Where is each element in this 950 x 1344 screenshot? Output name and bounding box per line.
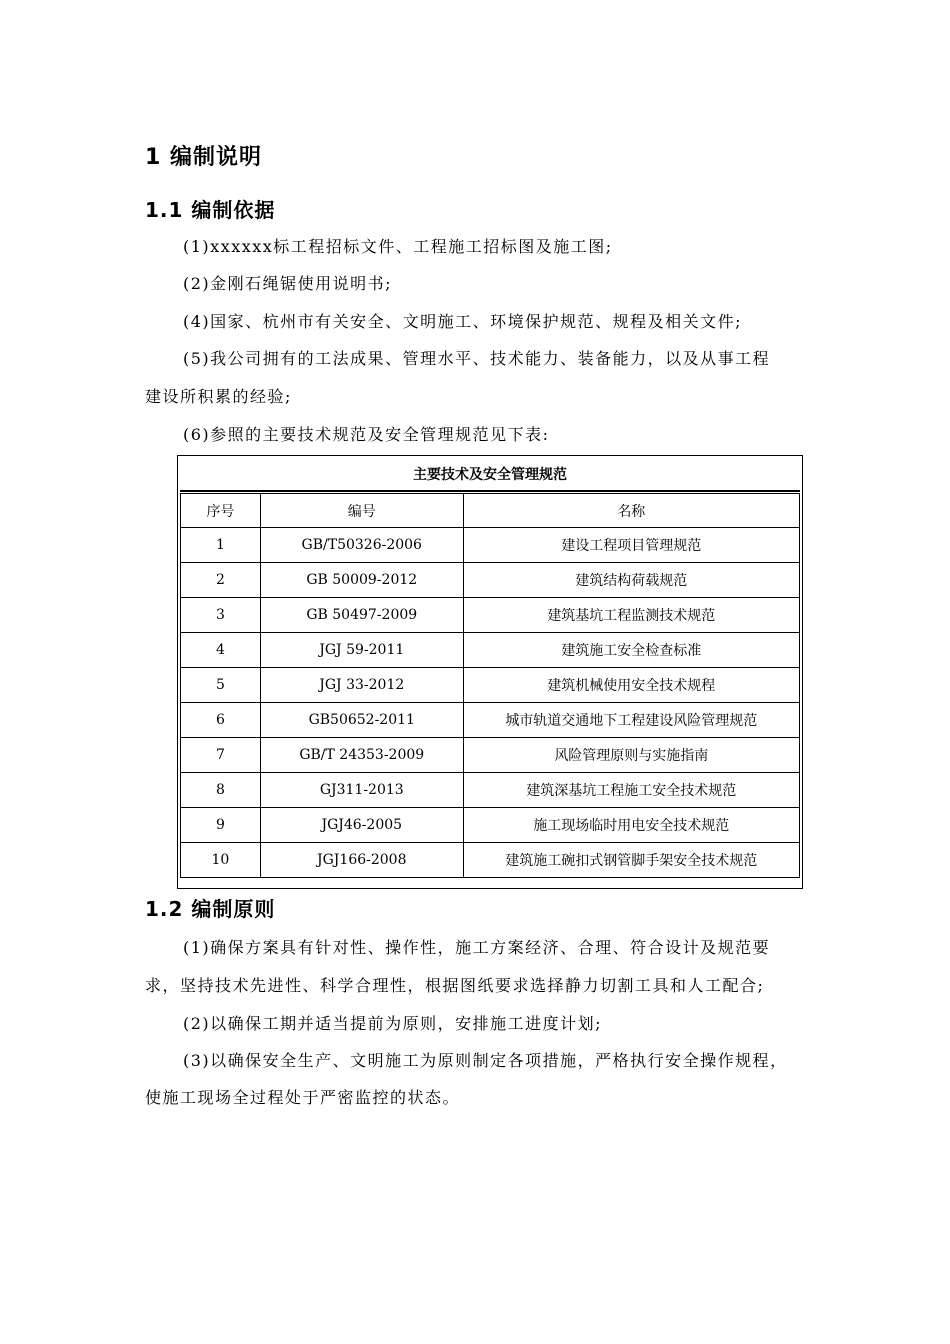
basis-item: (5)我公司拥有的工法成果、管理水平、技术能力、装备能力，以及从事工程 — [183, 349, 771, 368]
cell-code: GB/T 24353-2009 — [260, 738, 463, 773]
table-row — [181, 738, 800, 773]
cell-index: 10 — [181, 843, 261, 878]
table-row — [181, 633, 800, 668]
basis-item-continued: 建设所积累的经验; — [145, 387, 292, 406]
cell-code: GB 50497-2009 — [260, 598, 463, 633]
table-row — [181, 668, 800, 703]
table-row — [181, 563, 800, 598]
principle-item: (1)确保方案具有针对性、操作性，施工方案经济、合理、符合设计及规范要 — [183, 938, 771, 957]
cell-name: 建筑施工碗扣式钢管脚手架安全技术规范 — [463, 843, 799, 878]
principle-item-continued: 使施工现场全过程处于严密监控的状态。 — [145, 1088, 461, 1107]
basis-item: (2)金刚石绳锯使用说明书; — [183, 274, 393, 293]
principle-item: (2)以确保工期并适当提前为原则，安排施工进度计划; — [183, 1014, 603, 1033]
cell-name: 城市轨道交通地下工程建设风险管理规范 — [463, 703, 799, 738]
table-row — [181, 773, 800, 808]
cell-name: 建筑机械使用安全技术规程 — [463, 668, 799, 703]
cell-index: 4 — [181, 633, 261, 668]
table-row — [181, 843, 800, 878]
cell-name: 建筑结构荷载规范 — [463, 563, 799, 598]
cell-index: 6 — [181, 703, 261, 738]
cell-name: 建筑深基坑工程施工安全技术规范 — [463, 773, 799, 808]
section-heading: 1 编制说明 — [145, 145, 262, 170]
cell-index: 8 — [181, 773, 261, 808]
cell-index: 1 — [181, 528, 261, 563]
cell-code: GB/T50326-2006 — [260, 528, 463, 563]
table-row — [181, 598, 800, 633]
cell-name: 建筑基坑工程监测技术规范 — [463, 598, 799, 633]
cell-code: JGJ166-2008 — [260, 843, 463, 878]
cell-name: 施工现场临时用电安全技术规范 — [463, 808, 799, 843]
basis-item: (6)参照的主要技术规范及安全管理规范见下表: — [183, 425, 550, 444]
table-header-row — [181, 494, 800, 528]
header-index: 序号 — [181, 494, 261, 528]
table-row — [181, 528, 800, 563]
table-body — [181, 528, 800, 878]
cell-index: 3 — [181, 598, 261, 633]
cell-index: 9 — [181, 808, 261, 843]
cell-name: 建筑施工安全检查标准 — [463, 633, 799, 668]
cell-code: JGJ 59-2011 — [260, 633, 463, 668]
table-row — [181, 703, 800, 738]
cell-code: JGJ 33-2012 — [260, 668, 463, 703]
header-code: 编号 — [260, 494, 463, 528]
cell-code: GB 50009-2012 — [260, 563, 463, 598]
cell-name: 风险管理原则与实施指南 — [463, 738, 799, 773]
cell-code: GJ311-2013 — [260, 773, 463, 808]
cell-name: 建设工程项目管理规范 — [463, 528, 799, 563]
subsection-heading-principles: 1.2 编制原则 — [145, 897, 276, 921]
subsection-heading-basis: 1.1 编制依据 — [145, 198, 276, 222]
table-row — [181, 808, 800, 843]
basis-item: (1)xxxxxx标工程招标文件、工程施工招标图及施工图; — [183, 237, 613, 256]
cell-index: 2 — [181, 563, 261, 598]
cell-code: JGJ46-2005 — [260, 808, 463, 843]
basis-item: (4)国家、杭州市有关安全、文明施工、环境保护规范、规程及相关文件; — [183, 312, 743, 331]
cell-index: 7 — [181, 738, 261, 773]
cell-index: 5 — [181, 668, 261, 703]
standards-table — [177, 455, 803, 889]
standards-grid — [180, 493, 800, 878]
principle-item-continued: 求，坚持技术先进性、科学合理性，根据图纸要求选择静力切割工具和人工配合; — [145, 976, 765, 995]
cell-code: GB50652-2011 — [260, 703, 463, 738]
principle-item: (3)以确保安全生产、文明施工为原则制定各项措施，严格执行安全操作规程， — [183, 1051, 788, 1070]
table-title: 主要技术及安全管理规范 — [180, 458, 800, 492]
header-name: 名称 — [463, 494, 799, 528]
